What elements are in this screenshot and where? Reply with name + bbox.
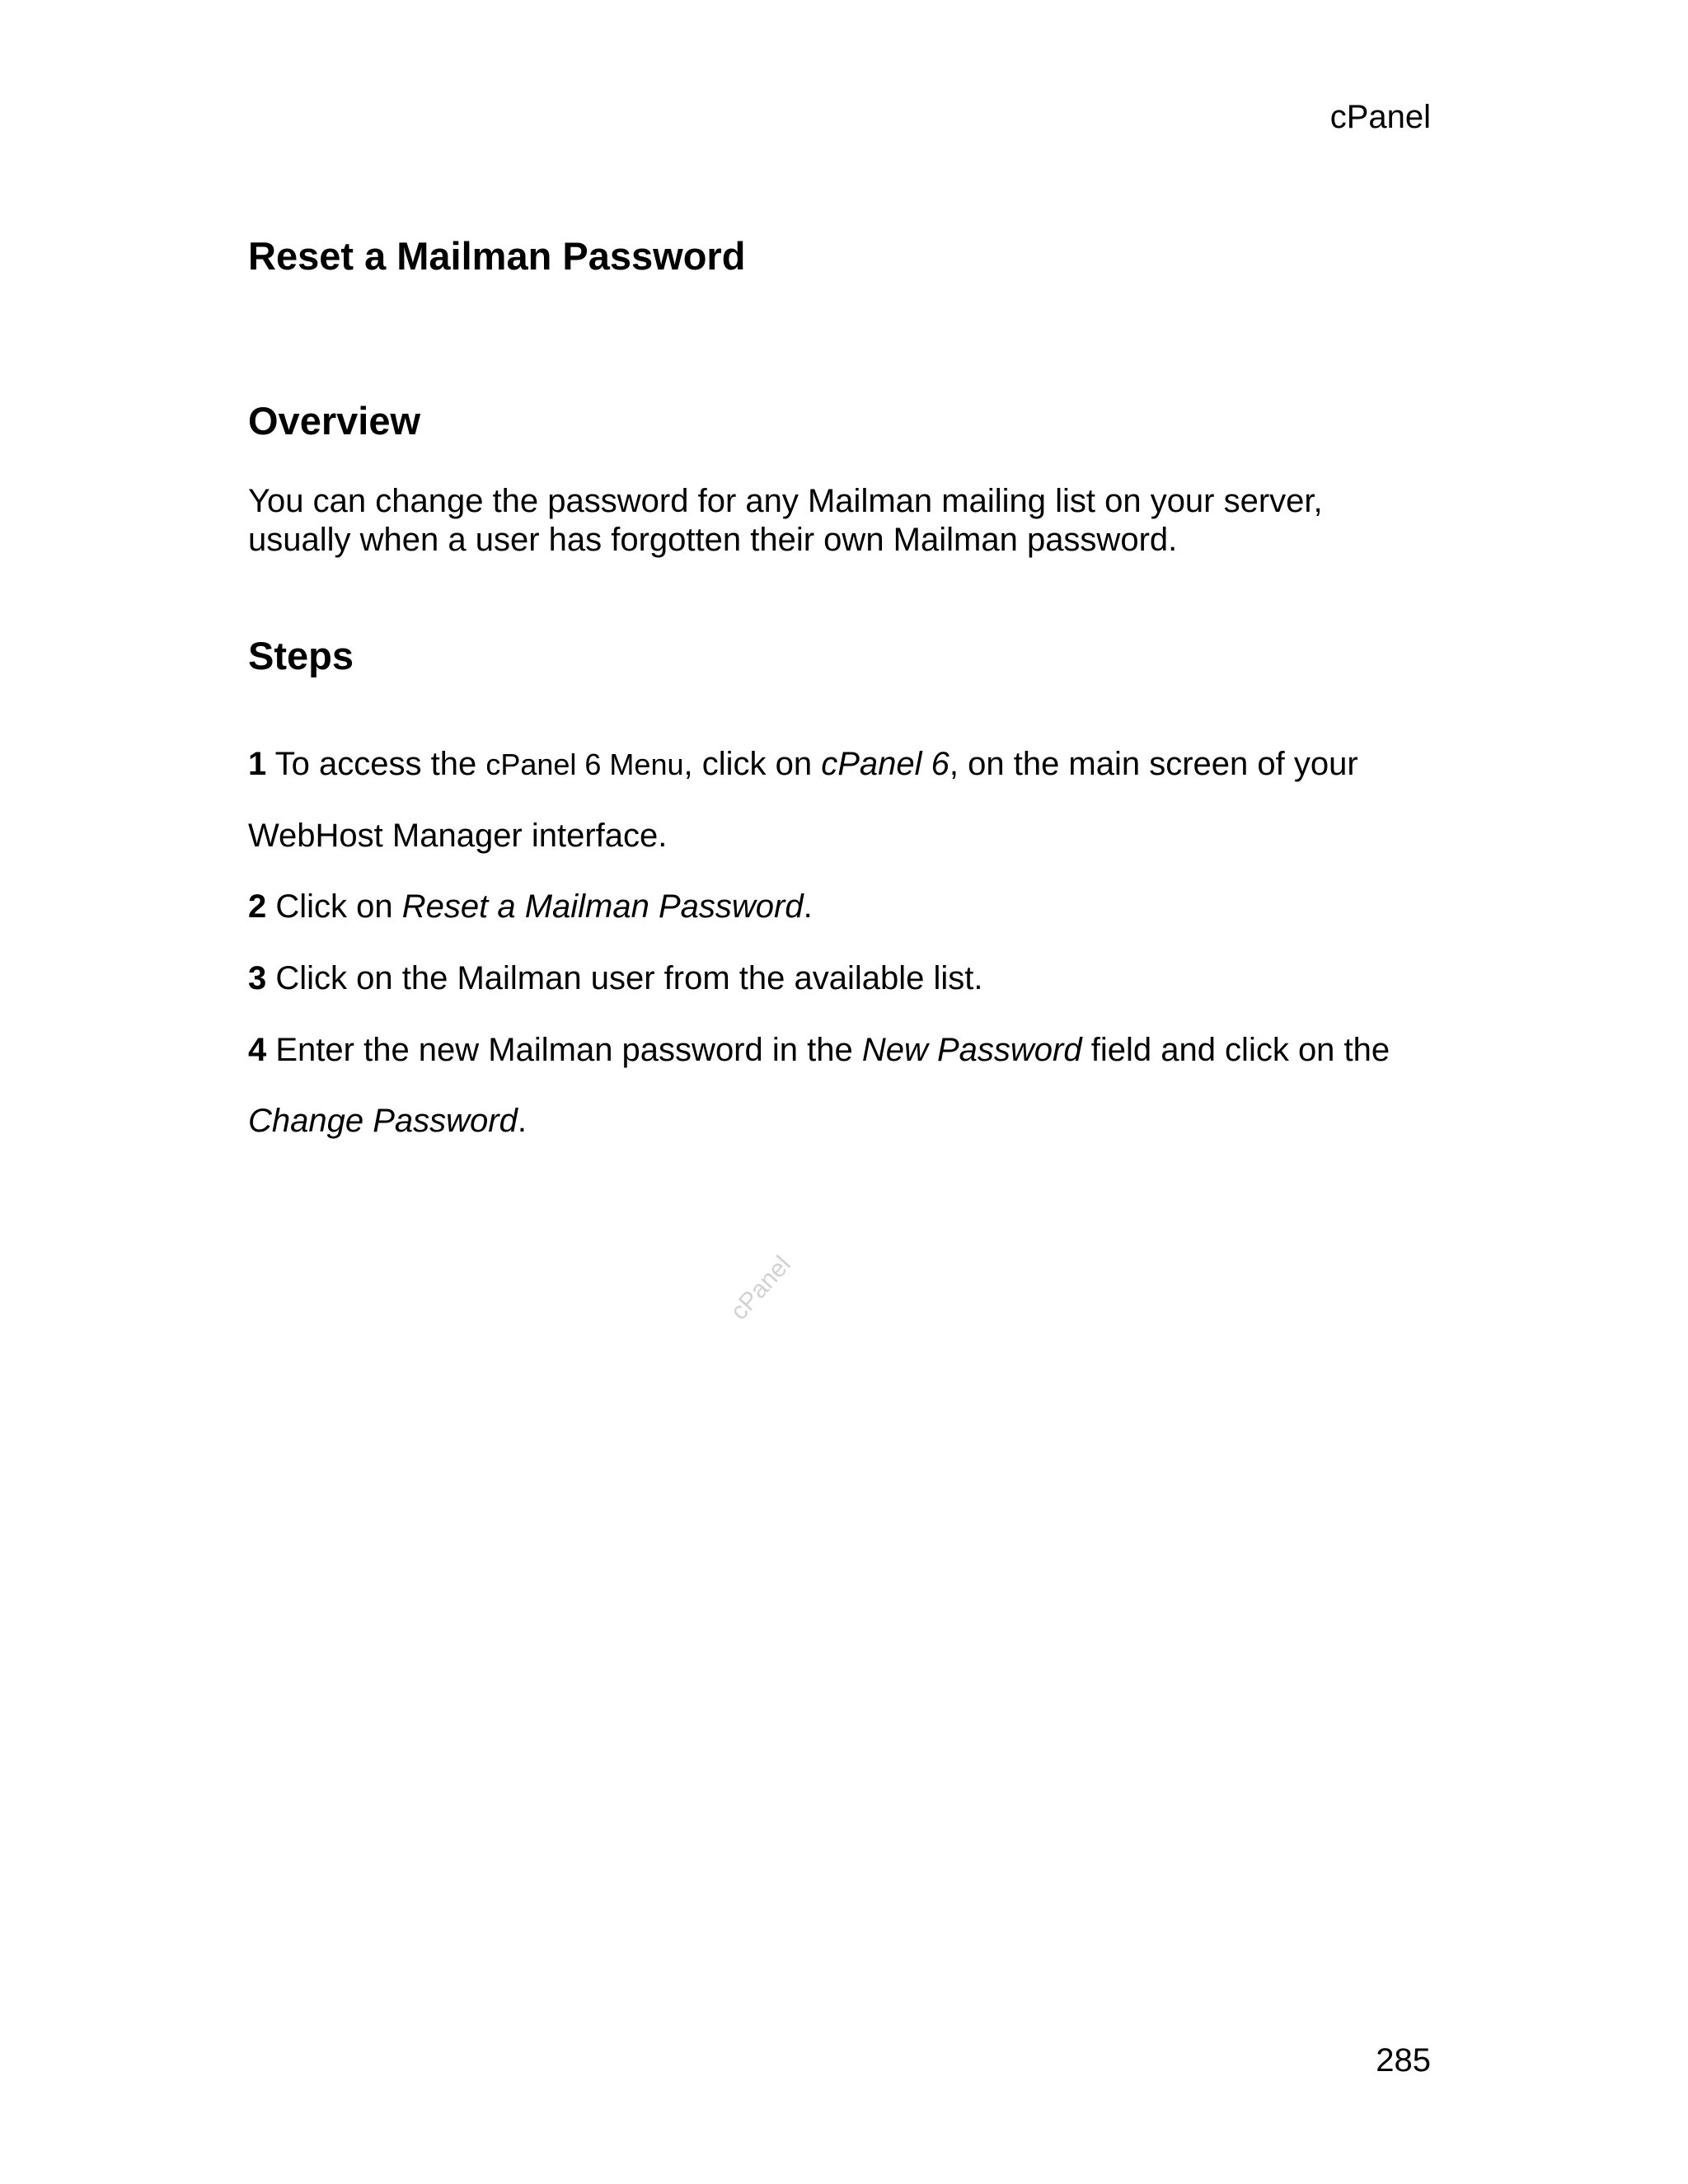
running-header: cPanel: [1329, 99, 1431, 135]
step-2: [248, 887, 813, 926]
step-1-number: 1: [248, 746, 267, 782]
step-1-menu-name: cPanel 6 Menu: [485, 748, 684, 781]
step-4-continuation: [248, 1101, 527, 1141]
step-2-number: 2: [248, 888, 267, 925]
step-4: [248, 1030, 1390, 1070]
step-4-continuation-emphasis: Change Password: [248, 1103, 518, 1139]
watermark: cPanel: [725, 1250, 796, 1326]
step-4-emphasis: New Password: [861, 1032, 1082, 1068]
step-3-text: Click on the Mailman user from the available list.: [266, 960, 983, 996]
step-1-text-b: , click on: [683, 746, 822, 782]
step-4-text-a: Enter the new Mailman password in the: [266, 1032, 862, 1068]
overview-paragraph: You can change the password for any Mailman mailing list on your server, usually when a user has forgotten their own Mailman password.: [248, 483, 1323, 558]
step-3: [248, 958, 983, 998]
step-4-continuation-text: .: [517, 1103, 527, 1139]
steps-heading: Steps: [248, 634, 354, 677]
page-number: 285: [1376, 2042, 1431, 2079]
step-2-text-a: Click on: [266, 888, 402, 925]
step-4-text-b: field and click on the: [1081, 1032, 1390, 1068]
step-2-text-b: .: [803, 888, 813, 925]
step-3-number: 3: [248, 960, 267, 996]
page-title: Reset a Mailman Password: [248, 234, 746, 278]
step-1: [248, 744, 1358, 785]
overview-heading: Overview: [248, 399, 421, 443]
step-1-text-c: , on the main screen of your: [949, 746, 1358, 782]
step-4-number: 4: [248, 1032, 267, 1068]
step-1-continuation: WebHost Manager interface.: [248, 818, 668, 854]
step-1-emphasis: cPanel 6: [821, 746, 950, 782]
step-2-emphasis: Reset a Mailman Password: [401, 888, 804, 925]
step-1-text-a: To access the: [266, 746, 486, 782]
